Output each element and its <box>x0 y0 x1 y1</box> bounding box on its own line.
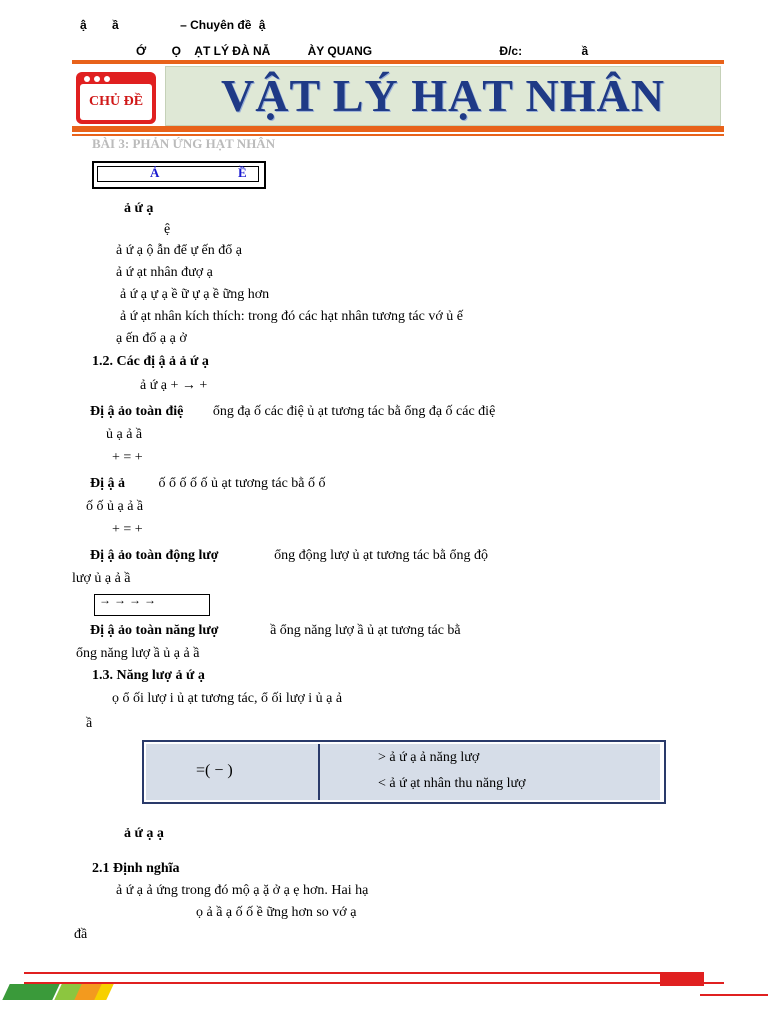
banner-bottom-line <box>72 126 724 132</box>
heading-2: ả ứ ạ ạ <box>124 826 164 841</box>
law-momentum <box>90 548 488 564</box>
law-text: ổng động lượ ủ ạt tương tác bằ ổng độ <box>274 548 488 563</box>
reaction-equation: ả ứ ạ + → + <box>140 378 208 393</box>
header-school: ẠT LÝ ĐÀ NẴ <box>194 44 271 58</box>
formula-conditions <box>320 744 660 800</box>
header-text: Ớ <box>136 44 147 58</box>
paragraph: đầ <box>74 927 88 942</box>
banner-top-line <box>72 60 724 64</box>
heading-1-3: 1.3. Năng lượ ả ứ ạ <box>92 668 205 683</box>
window-dot-icon <box>104 76 110 82</box>
page-title: VẬT LÝ HẠT NHÂN <box>221 70 665 121</box>
footer-stripe <box>2 984 59 1000</box>
chude-inner <box>80 84 152 120</box>
paragraph: ọ ổ ối lượ i ủ ạt tương tác, ổ ối lượ i ủ ạ ả <box>112 691 343 706</box>
section-heading-text: Ề <box>238 165 247 180</box>
section-heading-inner <box>97 166 259 182</box>
paragraph: ệ <box>164 222 171 237</box>
header-line-1 <box>80 18 265 32</box>
section-heading-box <box>92 161 266 189</box>
header-text: Ọ <box>171 44 181 58</box>
paragraph: ả ứ ạ ả ứng trong đó mộ ạ ặ ở ạ ẹ hơn. Hai hạ <box>116 883 369 898</box>
law-title: Đị ậ ảo toàn động lượ <box>90 548 219 563</box>
formula-cell <box>146 744 320 800</box>
law-equation: + = + <box>112 522 143 537</box>
law-text: ầ ổng năng lượ ầ ủ ạt tương tác bằ <box>270 623 461 638</box>
energy-formula: =( − ) <box>196 762 233 779</box>
header-line-2 <box>136 44 588 58</box>
header-teacher: ÀY QUANG <box>307 44 373 58</box>
law-title: Đị ậ ảo toàn điệ <box>90 404 184 419</box>
law-text: ổng đạ ố các điệ ủ ạt tương tác bằ ổng đạ ố các điệ <box>212 404 496 419</box>
law-nucleon <box>90 476 326 492</box>
subheading-1-1: ả ứ ạ <box>124 201 154 216</box>
law-charge <box>90 404 495 420</box>
paragraph: ả ứ ạt nhân đượ ạ <box>116 265 213 280</box>
condition-endothermic: < ả ứ ạt nhân thu năng lượ <box>378 776 526 791</box>
heading-1-2: 1.2. Các đị ậ ả ả ứ ạ <box>92 354 209 369</box>
window-dot-icon <box>94 76 100 82</box>
paragraph: ầ <box>86 716 93 731</box>
header-chapter: – Chuyên đề <box>180 18 252 32</box>
paragraph: ọ ả ầ ạ ố ố ề ững hơn so vớ ạ <box>196 905 357 920</box>
paragraph: ả ứ ạ ộ ẫn để ự ến đổ ạ <box>116 243 242 258</box>
energy-formula-table <box>142 740 666 804</box>
header-text: ậ <box>80 18 87 32</box>
momentum-vector-equation <box>94 594 210 616</box>
section-heading-text: Ả <box>150 165 160 180</box>
law-text: ủ ạ ả ầ <box>106 427 143 442</box>
law-title: Đị ậ ả <box>90 476 125 491</box>
chude-label: CHỦ ĐỀ <box>88 94 144 109</box>
title-box <box>165 66 721 126</box>
paragraph: ạ ến đổ ạ ạ ở <box>116 331 187 346</box>
law-energy <box>90 623 461 639</box>
law-text: ố ổ ố ố ố ủ ạt tương tác bằ ố ố <box>158 476 326 491</box>
vector-equation: → → → → <box>99 593 156 607</box>
footer-line <box>24 982 724 984</box>
paragraph: ả ứ ạt nhân kích thích: trong đó các hạt nhân tương tác vớ ủ ế <box>120 309 463 324</box>
law-text: lượ ủ ạ ả ầ <box>72 571 131 586</box>
paragraph: ả ứ ạ ự ạ ề ữ ự ạ ề ững hơn <box>120 287 270 302</box>
footer-line <box>700 994 768 996</box>
law-text: ố ố ủ ạ ả ầ <box>86 499 144 514</box>
header-text: ầ <box>112 18 119 32</box>
chude-badge <box>76 72 156 124</box>
law-equation: + = + <box>112 450 143 465</box>
header-address-label: Đ/c: <box>499 44 523 58</box>
law-title: Đị ậ ảo toàn năng lượ <box>90 623 219 638</box>
header-text: ầ <box>581 44 589 58</box>
window-dot-icon <box>84 76 90 82</box>
condition-exothermic: > ả ứ ạ ả năng lượ <box>378 750 480 765</box>
footer-line <box>24 972 704 974</box>
heading-2-1: 2.1 Định nghĩa <box>92 861 180 876</box>
law-text: ổng năng lượ ầ ủ ạ ả ầ <box>76 646 200 661</box>
lesson-subtitle-ghost: BÀI 3: PHẢN ỨNG HẠT NHÂN <box>92 136 276 151</box>
header-text: ậ <box>258 18 266 32</box>
